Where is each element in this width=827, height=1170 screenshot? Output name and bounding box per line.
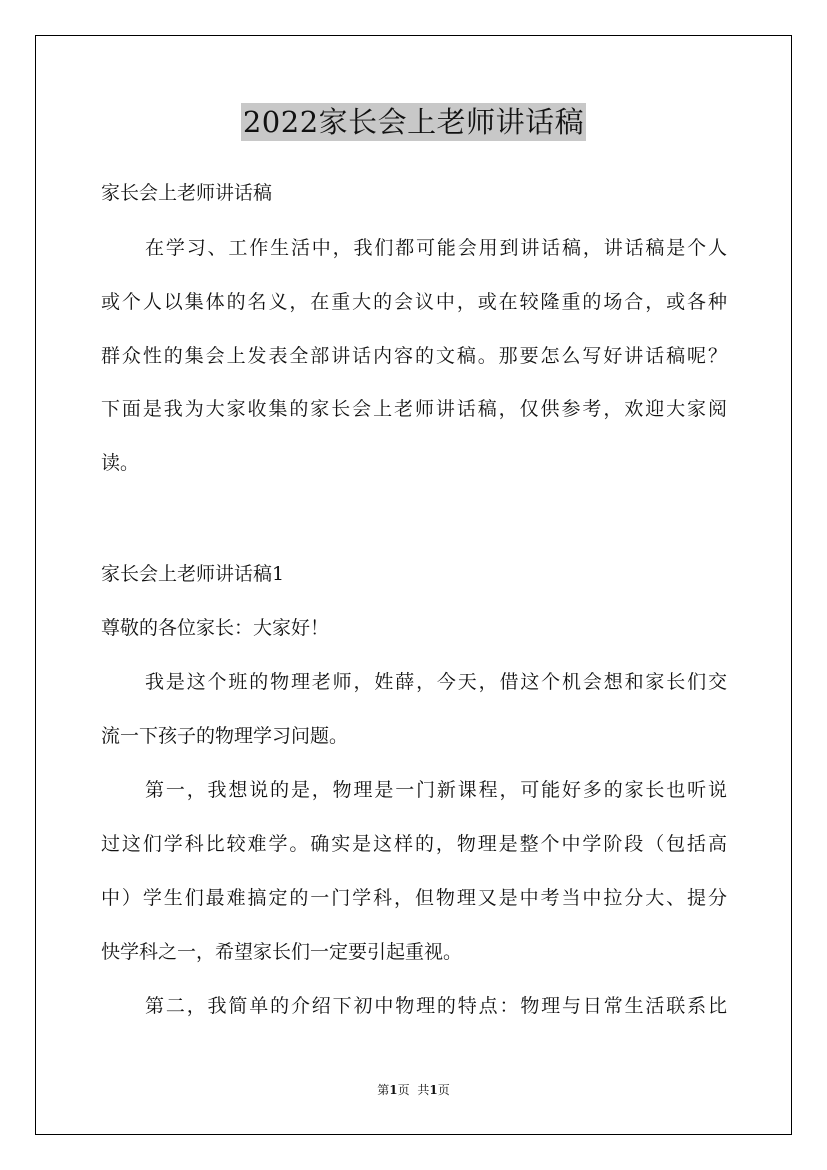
- page-number: 1: [389, 1083, 398, 1097]
- page-footer: [0, 1082, 827, 1098]
- section-heading: 家长会上老师讲话稿1: [101, 563, 285, 585]
- document-title: 2022家长会上老师讲话稿: [242, 105, 585, 139]
- para1-line-1: 我是这个班的物理老师，姓薛，今天，借这个机会想和家长们交: [145, 671, 727, 693]
- para3-line-1: 第二，我简单的介绍下初中物理的特点：物理与日常生活联系比: [145, 995, 727, 1017]
- greeting: 尊敬的各位家长：大家好！: [101, 617, 330, 639]
- para1-line-2: 流一下孩子的物理学习问题。: [101, 725, 349, 747]
- page-prefix: 第: [377, 1083, 390, 1097]
- total-suffix: 页: [437, 1083, 450, 1097]
- para2-line-2: 过这们学科比较难学。确实是这样的，物理是整个中学阶段（包括高: [101, 833, 727, 855]
- intro-line-1: 在学习、工作生活中，我们都可能会用到讲话稿，讲话稿是个人: [145, 237, 727, 259]
- intro-line-5: 读。: [101, 452, 140, 474]
- para2-line-3: 中）学生们最难搞定的一门学科，但物理又是中考当中拉分大、提分: [101, 887, 727, 909]
- title-container: [0, 103, 827, 141]
- intro-line-3: 群众性的集会上发表全部讲话内容的文稿。那要怎么写好讲话稿呢？: [101, 345, 727, 367]
- subtitle: 家长会上老师讲话稿: [101, 182, 273, 204]
- page-suffix: 页: [397, 1083, 410, 1097]
- intro-line-4: 下面是我为大家收集的家长会上老师讲话稿，仅供参考，欢迎大家阅: [101, 398, 727, 420]
- para2-line-1: 第一，我想说的是，物理是一门新课程，可能好多的家长也听说: [145, 779, 727, 801]
- para2-line-4: 快学科之一，希望家长们一定要引起重视。: [101, 941, 463, 963]
- total-pages: 1: [429, 1083, 438, 1097]
- total-prefix: 共: [417, 1083, 430, 1097]
- intro-line-2: 或个人以集体的名义，在重大的会议中，或在较隆重的场合，或各种: [101, 291, 727, 313]
